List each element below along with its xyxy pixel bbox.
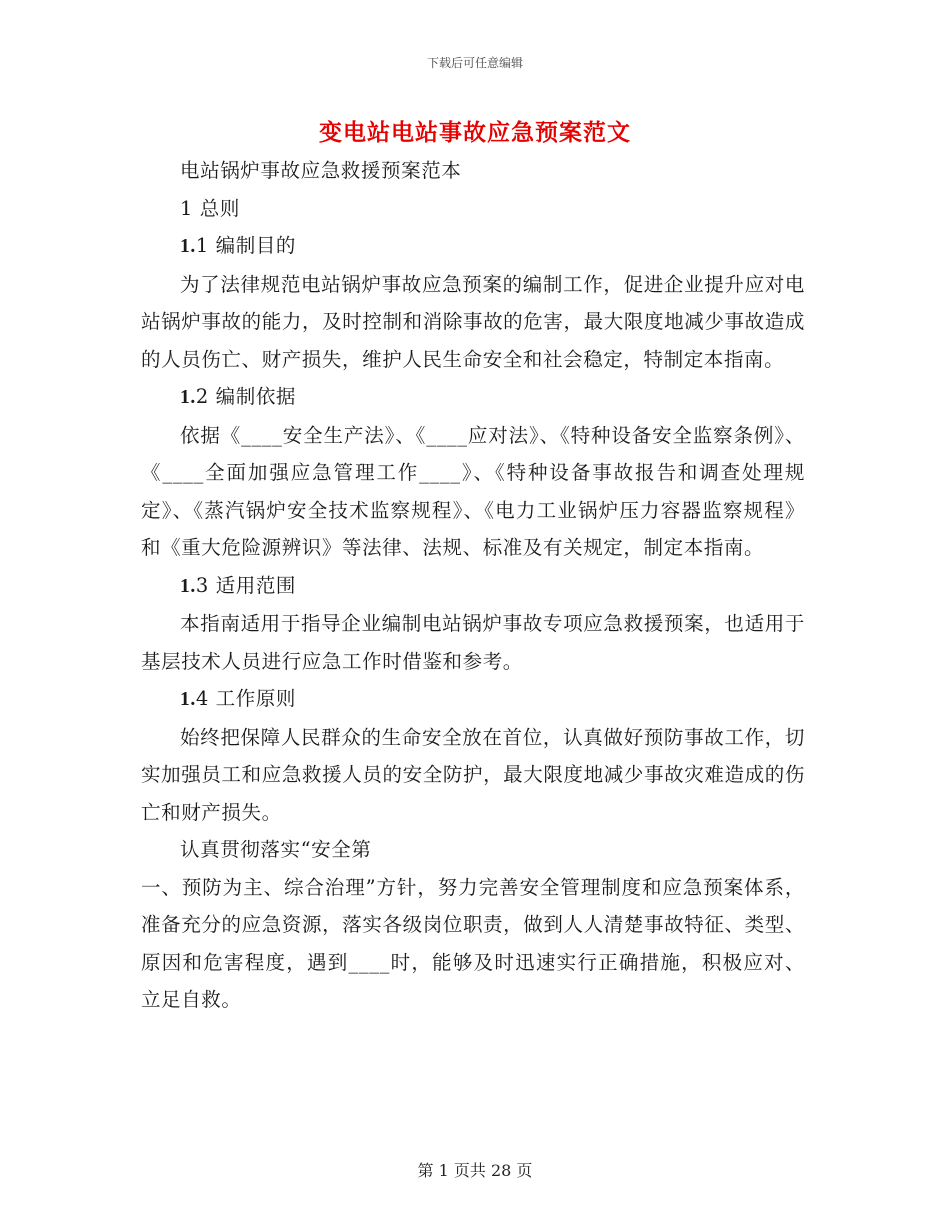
heading-plan-name: 电站锅炉事故应急救援预案范本 — [180, 159, 462, 182]
paragraph-basis: 依据《____安全生产法》、《____应对法》、《特种设备安全监察条例》、《____全面加强应急管理工作____》、《特种设备事故报告和调查处理规定》、《蒸汽锅炉安全技术监察规程》、《电力工业锅炉压力容器监察规程》和《重大危险源辨识》等法律、法规、标准及有关规定，制定本指南。 — [141, 423, 805, 559]
heading-scope: 1.3 适用范围 — [180, 573, 297, 597]
heading-safety-first: 认真贯彻落实“安全第 — [180, 838, 372, 861]
document-body — [141, 152, 805, 1019]
paragraph-purpose: 为了法律规范电站锅炉事故应急预案的编制工作，促进企业提升应对电站锅炉事故的能力，及时控制和消除事故的危害，最大限度地减少事故造成的人员伤亡、财产损失，维护人民生命安全和社会稳定，特制定本指南。 — [141, 272, 805, 371]
heading-general: 1 总则 — [180, 196, 241, 220]
page-header: 下载后可任意编辑 — [426, 56, 523, 70]
page-footer: 第 1 页共 28 页 — [417, 1161, 533, 1180]
document-title: 变电站电站事故应急预案范文 — [319, 119, 631, 146]
heading-principles: 1.4 工作原则 — [180, 687, 297, 710]
heading-basis: 1.2 编制依据 — [180, 385, 297, 408]
heading-purpose: 1.1 编制目的 — [180, 234, 297, 257]
paragraph-principles: 始终把保障人民群众的生命安全放在首位，认真做好预防事故工作，切实加强员工和应急救援人员的安全防护，最大限度地减少事故灾难造成的伤亡和财产损失。 — [141, 725, 805, 824]
paragraph-scope: 本指南适用于指导企业编制电站锅炉事故专项应急救援预案，也适用于基层技术人员进行应急工作时借鉴和参考。 — [141, 612, 805, 673]
paragraph-prevention: 一、预防为主、综合治理”方针，努力完善安全管理制度和应急预案体系，准备充分的应急资源，落实各级岗位职责，做到人人清楚事故特征、类型、原因和危害程度，遇到____时，能够及时迅速实行正确措施，积极应对、立足自救。 — [141, 875, 805, 1011]
